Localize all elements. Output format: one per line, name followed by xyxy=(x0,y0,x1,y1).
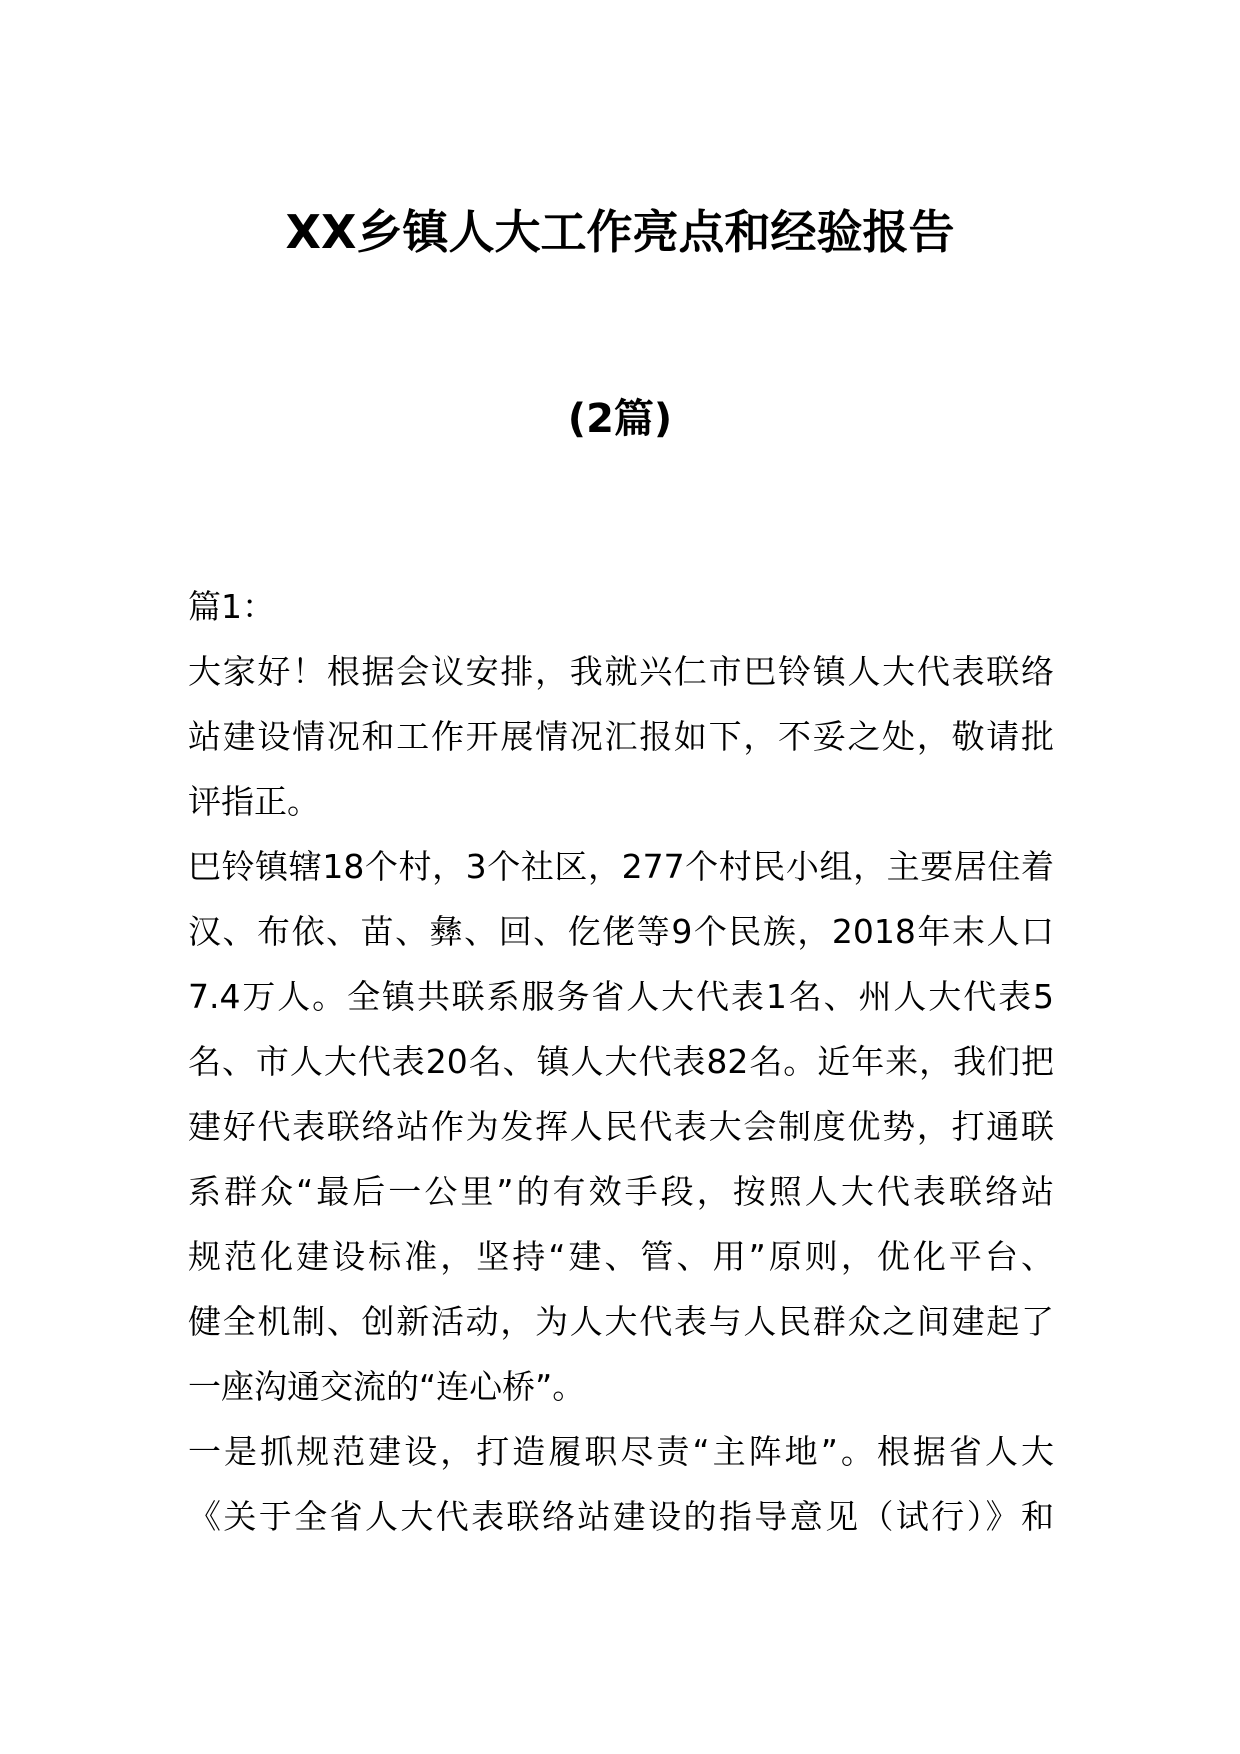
body-line: 《关于全省人大代表联络站建设的指导意见（试行）》和 xyxy=(188,1497,1054,1536)
body-line: 名、市人大代表20名、镇人大代表82名。近年来，我们把 xyxy=(188,1042,1054,1081)
document-title: XX乡镇人大工作亮点和经验报告 xyxy=(285,205,955,259)
body-line: 一座沟通交流的“连心桥”。 xyxy=(188,1367,586,1406)
body-line: 规范化建设标准，坚持“建、管、用”原则，优化平台、 xyxy=(188,1237,1054,1276)
body-line: 健全机制、创新活动，为人大代表与人民群众之间建起了 xyxy=(188,1302,1054,1341)
document-body xyxy=(188,574,1054,1549)
body-line: 建好代表联络站作为发挥人民代表大会制度优势，打通联 xyxy=(188,1107,1054,1146)
body-line: 一是抓规范建设，打造履职尽责“主阵地”。根据省人大 xyxy=(188,1432,1054,1471)
body-line: 系群众“最后一公里”的有效手段，按照人大代表联络站 xyxy=(188,1172,1054,1211)
body-line: 7.4万人。全镇共联系服务省人大代表1名、州人大代表5 xyxy=(188,977,1054,1016)
body-line: 大家好！根据会议安排，我就兴仁市巴铃镇人大代表联络 xyxy=(188,652,1054,691)
body-line: 站建设情况和工作开展情况汇报如下，不妥之处，敬请批 xyxy=(188,717,1054,756)
body-line: 评指正。 xyxy=(188,782,320,821)
body-line: 汉、布依、苗、彝、回、仡佬等9个民族，2018年末人口 xyxy=(188,912,1054,951)
document-subtitle: (2篇) xyxy=(567,396,673,442)
body-line: 巴铃镇辖18个村，3个社区，277个村民小组，主要居住着 xyxy=(188,847,1054,886)
body-line: 篇1： xyxy=(188,587,275,626)
